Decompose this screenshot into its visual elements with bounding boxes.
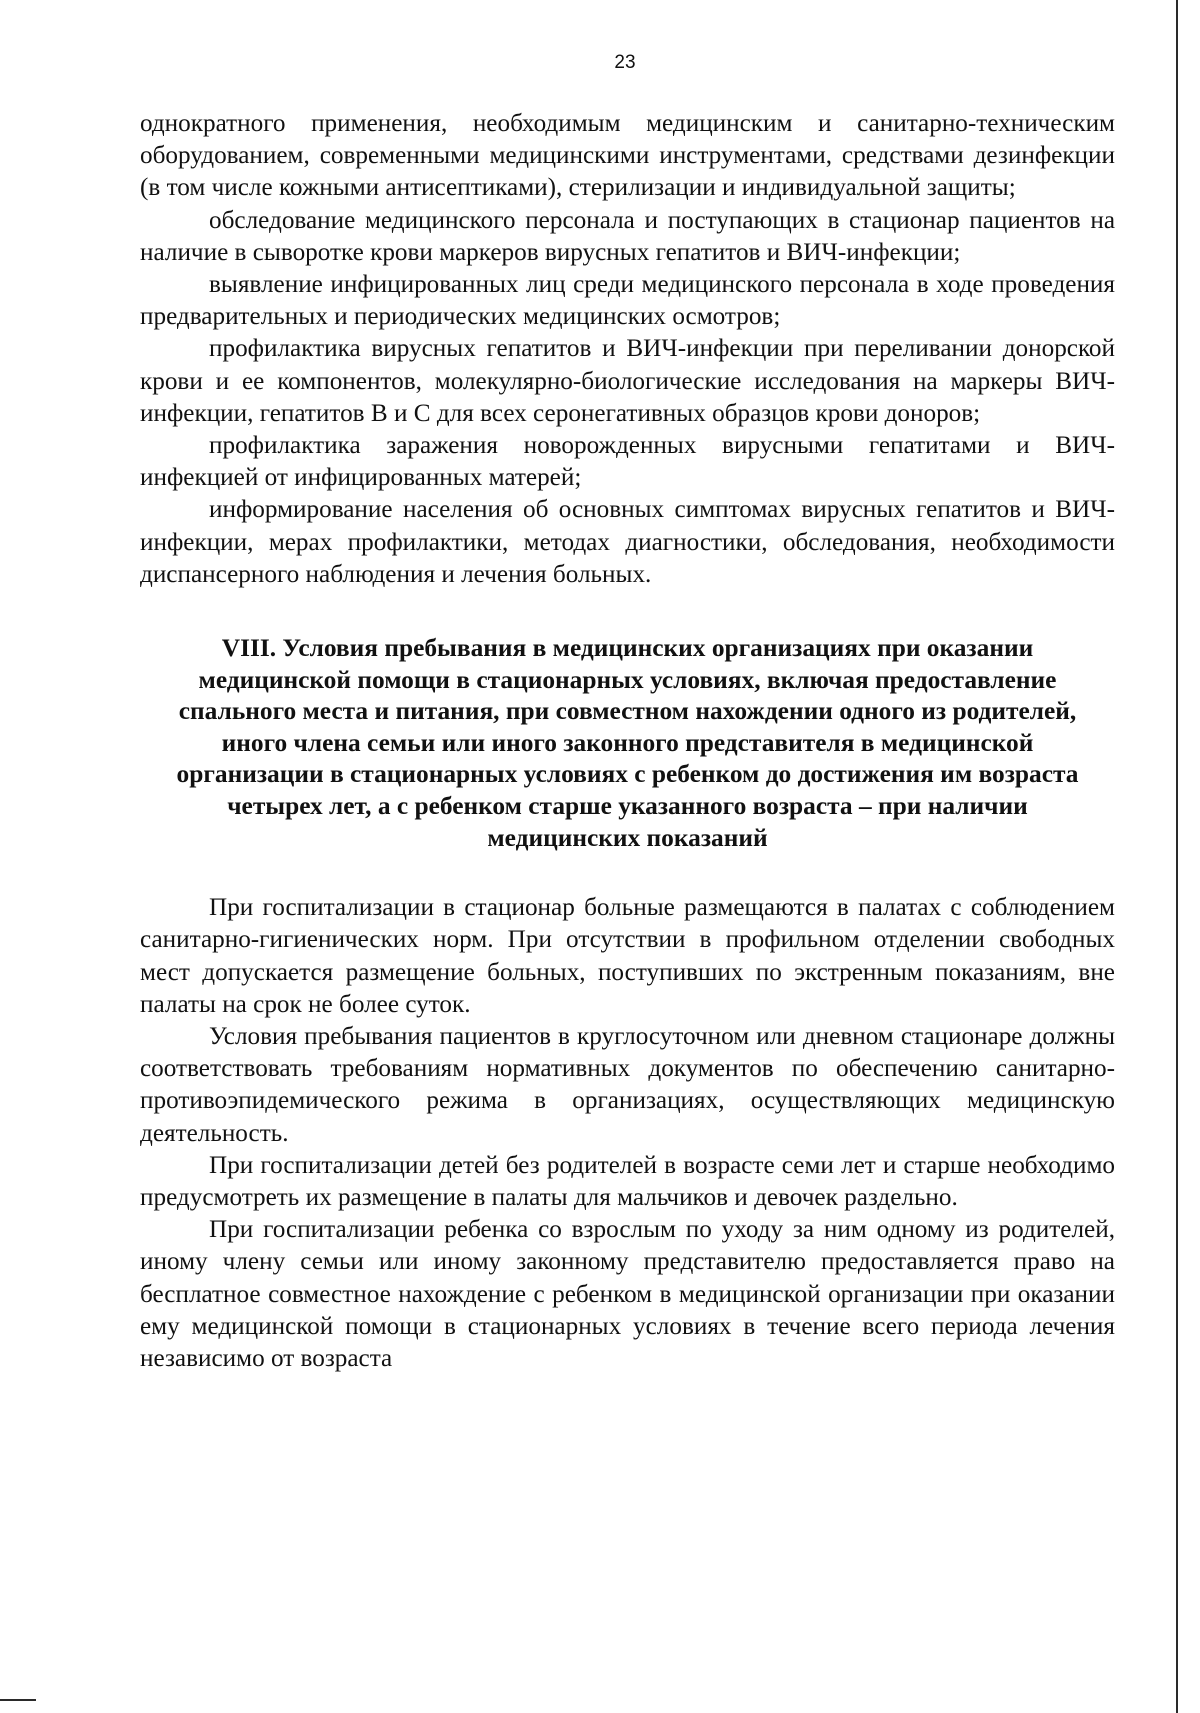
paragraph: При госпитализации ребенка со взрослым по уходу за ним одному из родителей, иному члену семьи или иному законному представителю предоставляется право на бесплатное совместное нахождение с ребенком в медицинской организации при оказании ему медицинской помощи в стационарных условиях в течение всего периода лечения независимо от возраста xyxy=(140,1216,1115,1373)
paragraph: профилактика заражения новорожденных вирусными гепатитами и ВИЧ-инфекцией от инфицированных матерей; xyxy=(140,432,1115,492)
paragraph: При госпитализации детей без родителей в возрасте семи лет и старше необходимо предусмотреть их размещение в палаты для мальчиков и девочек раздельно. xyxy=(140,1151,1115,1212)
paragraph: выявление инфицированных лиц среди медицинского персонала в ходе проведения предварительных и периодических медицинских осмотров; xyxy=(140,271,1115,331)
paragraph: При госпитализации в стационар больные размещаются в палатах с соблюдением санитарно-гигиенических норм. При отсутствии в профильном отделении свободных мест допускается размещение больных, поступивших по экстренным показаниям, вне палаты на срок не более суток. xyxy=(140,894,1115,1018)
paragraph: информирование населения об основных симптомах вирусных гепатитов и ВИЧ-инфекции, мерах профилактики, методах диагностики, обследования, необходимости диспансерного наблюдения и лечения больных. xyxy=(140,496,1115,588)
paragraph: профилактика вирусных гепатитов и ВИЧ-инфекции при переливании донорской крови и ее компонентов, молекулярно-биологические исследования на маркеры ВИЧ-инфекции, гепатитов B и C для всех серонегативных образцов крови доноров; xyxy=(140,335,1115,427)
paragraph: Условия пребывания пациентов в круглосуточном или дневном стационаре должны соответствовать требованиям нормативных документов по обеспечению санитарно-противоэпидемического режима в организациях, осуществляющих медицинскую деятельность. xyxy=(140,1023,1115,1147)
section-body xyxy=(140,892,1115,1375)
page-number: 23 xyxy=(614,52,636,73)
section-heading: VIII. Условия пребывания в медицинских организациях при оказании медицинской помощи в стационарных условиях, включая предоставление спального места и питания, при совместном нахождении одного из родителей, иного члена семьи или иного законного представителя в медицинской организации в стационарных условиях с ребенком до достижения им возраста четырех лет, а с ребенком старше указанного возраста – при наличии медицинских показаний xyxy=(176,634,1079,852)
scan-border-bottom xyxy=(0,1699,36,1701)
paragraph: однократного применения, необходимым медицинским и санитарно-техническим оборудованием, современными медицинскими инструментами, средствами дезинфекции (в том числе кожными антисептиками), стерилизации и индивидуальной защиты; xyxy=(140,110,1115,202)
document-body xyxy=(140,108,1115,1375)
scan-border-right xyxy=(1176,0,1178,1713)
paragraph: обследование медицинского персонала и поступающих в стационар пациентов на наличие в сыворотке крови маркеров вирусных гепатитов и ВИЧ-инфекции; xyxy=(140,206,1115,266)
